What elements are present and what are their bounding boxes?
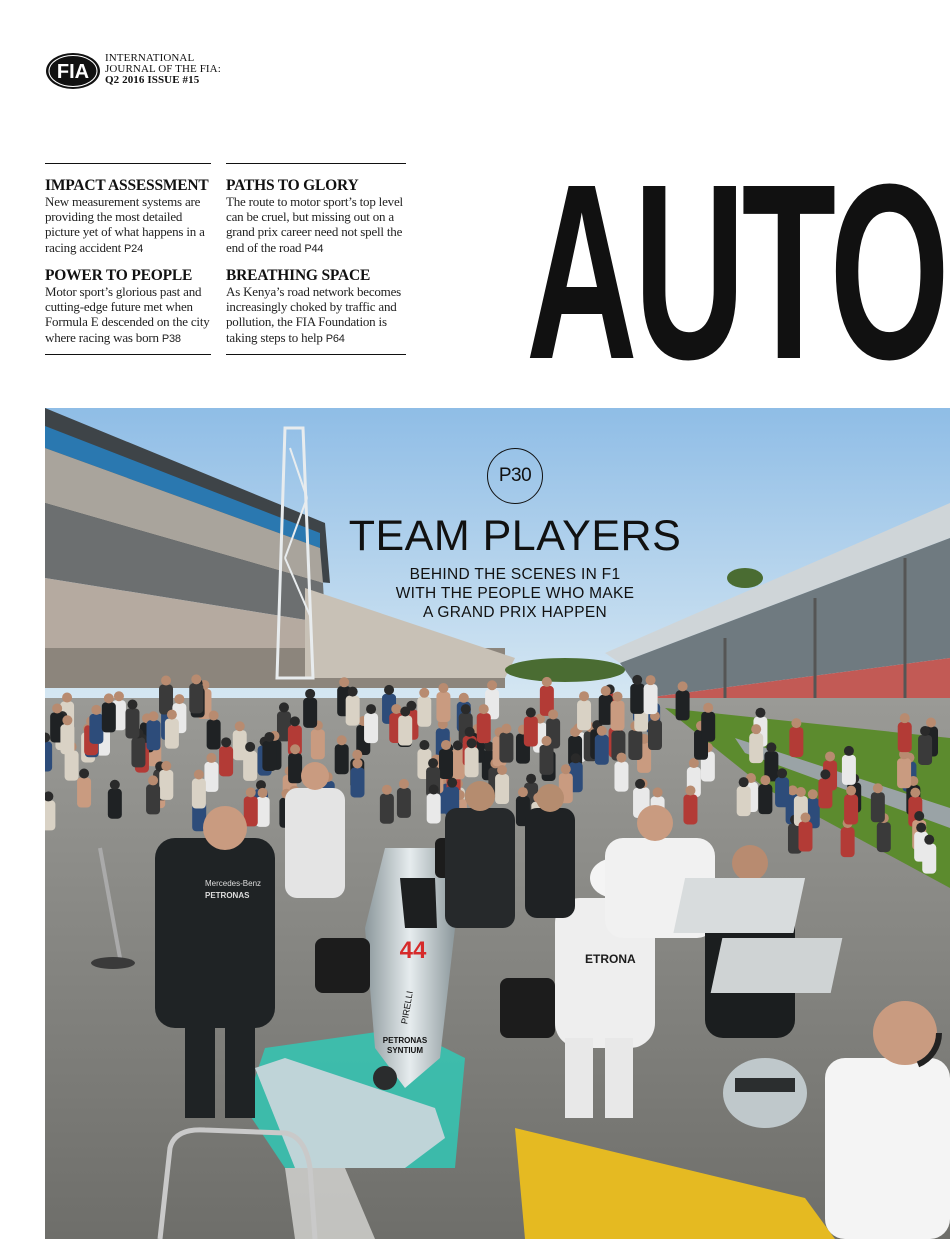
crowd-person bbox=[89, 714, 103, 744]
crowd-head bbox=[916, 823, 926, 833]
crowd-head bbox=[820, 769, 830, 779]
crowd-person bbox=[417, 697, 431, 727]
crowd-head bbox=[561, 764, 571, 774]
crowd-person bbox=[60, 724, 74, 754]
crowd-person bbox=[465, 747, 479, 777]
crowd-person bbox=[65, 751, 79, 781]
crowd-head bbox=[161, 761, 171, 771]
crowd-person bbox=[380, 794, 394, 824]
crowd-head bbox=[900, 713, 910, 723]
crowd-person bbox=[350, 767, 364, 797]
crowd-head bbox=[114, 691, 124, 701]
magazine-title-text: AUTO bbox=[526, 132, 946, 370]
crowd-person bbox=[842, 755, 856, 785]
crowd-person bbox=[243, 751, 257, 781]
crowd-person bbox=[918, 735, 932, 765]
crowd-person bbox=[77, 777, 91, 807]
crowd-head bbox=[366, 704, 376, 714]
crowd-head bbox=[290, 744, 300, 754]
car-number: 44 bbox=[399, 937, 427, 964]
feature-subtitle-line-1: BEHIND THE SCENES IN F1 bbox=[409, 566, 621, 583]
car-sponsor-petronas: PETRONAS bbox=[382, 1036, 428, 1045]
crowd-head bbox=[428, 758, 438, 768]
crowd-person bbox=[346, 696, 360, 726]
crew-sponsor-petronas: PETRONAS bbox=[205, 891, 250, 900]
crowd-person bbox=[789, 727, 803, 757]
crowd-head bbox=[400, 707, 410, 717]
crowd-head bbox=[808, 789, 818, 799]
crowd-person bbox=[477, 713, 491, 743]
crowd-head bbox=[438, 683, 448, 693]
crowd-head bbox=[209, 710, 219, 720]
crowd-person bbox=[398, 716, 412, 746]
crowd-person bbox=[749, 733, 763, 763]
crowd-head bbox=[384, 685, 394, 695]
crowd-head bbox=[62, 693, 72, 703]
hero-photo bbox=[45, 408, 950, 1239]
crowd-head bbox=[352, 750, 362, 760]
crowd-person bbox=[189, 683, 203, 713]
crowd-head bbox=[148, 775, 158, 785]
crowd-head bbox=[914, 811, 924, 821]
crowd-person bbox=[165, 719, 179, 749]
crowd-person bbox=[577, 700, 591, 730]
crowd-head bbox=[429, 784, 439, 794]
crowd-person bbox=[737, 786, 751, 816]
crowd-person bbox=[524, 716, 538, 746]
crowd-head bbox=[526, 774, 536, 784]
crowd-head bbox=[616, 753, 626, 763]
crowd-person bbox=[427, 793, 441, 823]
crowd-head bbox=[487, 680, 497, 690]
crowd-head bbox=[149, 711, 159, 721]
crowd-person bbox=[614, 762, 628, 792]
crowd-head bbox=[739, 777, 749, 787]
crowd-person bbox=[436, 692, 450, 722]
crowd-head bbox=[825, 751, 835, 761]
crowd-person bbox=[204, 762, 218, 792]
crowd-head bbox=[873, 783, 883, 793]
crowd-head bbox=[62, 715, 72, 725]
crowd-person bbox=[499, 733, 513, 763]
feature-subtitle bbox=[290, 565, 740, 622]
teaser-body: New measurement systems are providing the most detailed picture yet of what happens in a racing accident P24 bbox=[45, 194, 205, 255]
crowd-head bbox=[91, 705, 101, 715]
crowd-person bbox=[495, 774, 509, 804]
teaser-body: Motor sport’s glorious past and cutting-edge future met when Formula E descended on the city where racing was born P38 bbox=[45, 284, 210, 345]
crowd-person bbox=[146, 784, 160, 814]
teaser-page: P24 bbox=[124, 242, 144, 255]
teaser-heading: PATHS TO GLORY bbox=[226, 177, 359, 194]
crowd-head bbox=[194, 770, 204, 780]
crowd-head bbox=[459, 693, 469, 703]
crowd-person bbox=[108, 789, 122, 819]
crowd-person bbox=[683, 794, 697, 824]
crowd-head bbox=[221, 737, 231, 747]
car-sponsor-pirelli: PIRELLI bbox=[399, 990, 415, 1025]
crowd-head bbox=[518, 787, 528, 797]
crowd-head bbox=[924, 835, 934, 845]
crowd-person bbox=[758, 784, 772, 814]
masthead-text bbox=[105, 53, 221, 86]
crowd-head bbox=[110, 780, 120, 790]
feature-subtitle-line-3: A GRAND PRIX HAPPEN bbox=[423, 604, 607, 621]
crowd-head bbox=[755, 708, 765, 718]
teaser-heading: BREATHING SPACE bbox=[226, 267, 371, 284]
crowd-head bbox=[245, 742, 255, 752]
teaser-rule-top-right bbox=[226, 163, 406, 164]
crowd-head bbox=[844, 746, 854, 756]
crowd-person bbox=[676, 690, 690, 720]
crowd-person bbox=[630, 684, 644, 714]
crowd-head bbox=[542, 677, 552, 687]
crowd-person bbox=[540, 745, 554, 775]
crowd-head bbox=[467, 738, 477, 748]
teaser-breathing-space[interactable] bbox=[226, 267, 412, 347]
crowd-head bbox=[646, 675, 656, 685]
crowd-head bbox=[920, 726, 930, 736]
crowd-head bbox=[465, 727, 475, 737]
teaser-heading: IMPACT ASSESSMENT bbox=[45, 177, 209, 194]
crowd-person bbox=[102, 702, 116, 732]
crowd-person bbox=[288, 753, 302, 783]
crowd-person bbox=[335, 744, 349, 774]
crowd-head bbox=[235, 721, 245, 731]
driver-sponsor: ETRONA bbox=[585, 952, 636, 966]
fia-logo-text: FIA bbox=[56, 61, 90, 83]
masthead-line-2: JOURNAL OF THE FIA: bbox=[105, 63, 221, 75]
crowd-person bbox=[628, 730, 642, 760]
crowd-person bbox=[147, 720, 161, 750]
crowd-person bbox=[45, 741, 52, 771]
crowd-head bbox=[419, 688, 429, 698]
feature-overlay[interactable] bbox=[290, 448, 740, 622]
crowd-head bbox=[337, 735, 347, 745]
crowd-head bbox=[497, 765, 507, 775]
crowd-head bbox=[352, 758, 362, 768]
crowd-head bbox=[766, 742, 776, 752]
crowd-head bbox=[174, 694, 184, 704]
teaser-body: As Kenya’s road network becomes increasingly choked by traffic and pollution, the FIA Foundation is taking steps to help P64 bbox=[226, 284, 402, 345]
crowd-person bbox=[877, 822, 891, 852]
crowd-head bbox=[542, 736, 552, 746]
crowd-head bbox=[703, 703, 713, 713]
crowd-person bbox=[841, 827, 855, 857]
crowd-head bbox=[127, 699, 137, 709]
crowd-head bbox=[167, 710, 177, 720]
masthead bbox=[45, 50, 305, 94]
crowd-head bbox=[632, 675, 642, 685]
crowd-head bbox=[635, 779, 645, 789]
teaser-page: P44 bbox=[304, 242, 324, 255]
teaser-rule-bottom-left bbox=[45, 354, 211, 355]
crowd-person bbox=[922, 844, 936, 874]
teaser-body: The route to motor sport’s top level can be cruel, but missing out on a grand prix career need not spell the end of the road P44 bbox=[226, 194, 403, 255]
crowd-person bbox=[871, 792, 885, 822]
crowd-person bbox=[701, 712, 715, 742]
crew-sponsor-mercedes: Mercedes-Benz bbox=[205, 879, 262, 888]
issue-label: Q2 2016 ISSUE #15 bbox=[105, 74, 200, 86]
crowd-head bbox=[846, 786, 856, 796]
teaser-rule-bottom-right bbox=[226, 354, 406, 355]
crowd-person bbox=[775, 777, 789, 807]
teaser-power-to-people[interactable] bbox=[45, 267, 217, 347]
feature-page-badge: P30 bbox=[487, 448, 543, 504]
crowd-head bbox=[910, 788, 920, 798]
crowd-head bbox=[791, 718, 801, 728]
crowd-head bbox=[777, 768, 787, 778]
crowd-person bbox=[898, 722, 912, 752]
crowd-head bbox=[571, 753, 581, 763]
crowd-head bbox=[279, 702, 289, 712]
crowd-head bbox=[419, 740, 429, 750]
crowd-head bbox=[926, 718, 936, 728]
crowd-head bbox=[305, 689, 315, 699]
crowd-person bbox=[303, 698, 317, 728]
crowd-head bbox=[796, 787, 806, 797]
crowd-person bbox=[125, 708, 139, 738]
crowd-head bbox=[579, 691, 589, 701]
crowd-head bbox=[653, 787, 663, 797]
crowd-person bbox=[311, 729, 325, 759]
crowd-person bbox=[595, 735, 609, 765]
teaser-paths-to-glory[interactable] bbox=[226, 177, 408, 257]
crowd-person bbox=[844, 795, 858, 825]
crowd-head bbox=[391, 704, 401, 714]
crowd-head bbox=[441, 740, 451, 750]
teaser-page: P38 bbox=[161, 332, 181, 345]
crowd-head bbox=[678, 681, 688, 691]
crowd-head bbox=[348, 687, 358, 697]
crowd-person bbox=[439, 749, 453, 779]
crowd-person bbox=[219, 746, 233, 776]
teaser-rule-top-left bbox=[45, 163, 211, 164]
teaser-heading: POWER TO PEOPLE bbox=[45, 267, 193, 284]
crowd-head bbox=[258, 788, 268, 798]
crowd-head bbox=[461, 704, 471, 714]
masthead-line-1: INTERNATIONAL bbox=[105, 52, 195, 64]
crowd-person bbox=[262, 741, 276, 771]
crowd-person bbox=[131, 737, 145, 767]
magazine-title bbox=[522, 40, 950, 370]
crowd-head bbox=[788, 785, 798, 795]
crowd-head bbox=[382, 785, 392, 795]
crowd-head bbox=[447, 778, 457, 788]
crowd-person bbox=[644, 684, 658, 714]
crowd-head bbox=[526, 707, 536, 717]
crowd-head bbox=[479, 704, 489, 714]
crowd-head bbox=[79, 768, 89, 778]
crowd-person bbox=[207, 719, 221, 749]
car-sponsor-syntium: SYNTIUM bbox=[387, 1046, 423, 1055]
feature-title: TEAM PLAYERS bbox=[348, 512, 682, 560]
crowd-head bbox=[800, 813, 810, 823]
crowd-head bbox=[685, 785, 695, 795]
crowd-head bbox=[191, 674, 201, 684]
crowd-head bbox=[264, 732, 274, 742]
crowd-head bbox=[548, 709, 558, 719]
crowd-head bbox=[246, 787, 256, 797]
crowd-person bbox=[45, 800, 55, 830]
crowd-person bbox=[364, 713, 378, 743]
feature-subtitle-line-2: WITH THE PEOPLE WHO MAKE bbox=[395, 585, 635, 602]
crowd-head bbox=[161, 676, 171, 686]
crowd-person bbox=[648, 720, 662, 750]
crowd-person bbox=[611, 701, 625, 731]
teaser-page: P64 bbox=[325, 332, 345, 345]
crowd-person bbox=[397, 788, 411, 818]
crowd-head bbox=[206, 753, 216, 763]
crowd-head bbox=[290, 716, 300, 726]
fia-logo-icon bbox=[45, 52, 101, 90]
crowd-head bbox=[760, 775, 770, 785]
crowd-head bbox=[339, 677, 349, 687]
crowd-head bbox=[399, 779, 409, 789]
crowd-head bbox=[613, 692, 623, 702]
crowd-head bbox=[597, 726, 607, 736]
teaser-impact-assessment[interactable] bbox=[45, 177, 217, 257]
crowd-person bbox=[159, 770, 173, 800]
crowd-person bbox=[818, 778, 832, 808]
crowd-head bbox=[601, 686, 611, 696]
crowd-head bbox=[104, 693, 114, 703]
crowd-head bbox=[751, 724, 761, 734]
crowd-person bbox=[798, 822, 812, 852]
crowd-person bbox=[192, 779, 206, 809]
crowd-head bbox=[52, 703, 62, 713]
crowd-person bbox=[897, 758, 911, 788]
crowd-head bbox=[501, 724, 511, 734]
